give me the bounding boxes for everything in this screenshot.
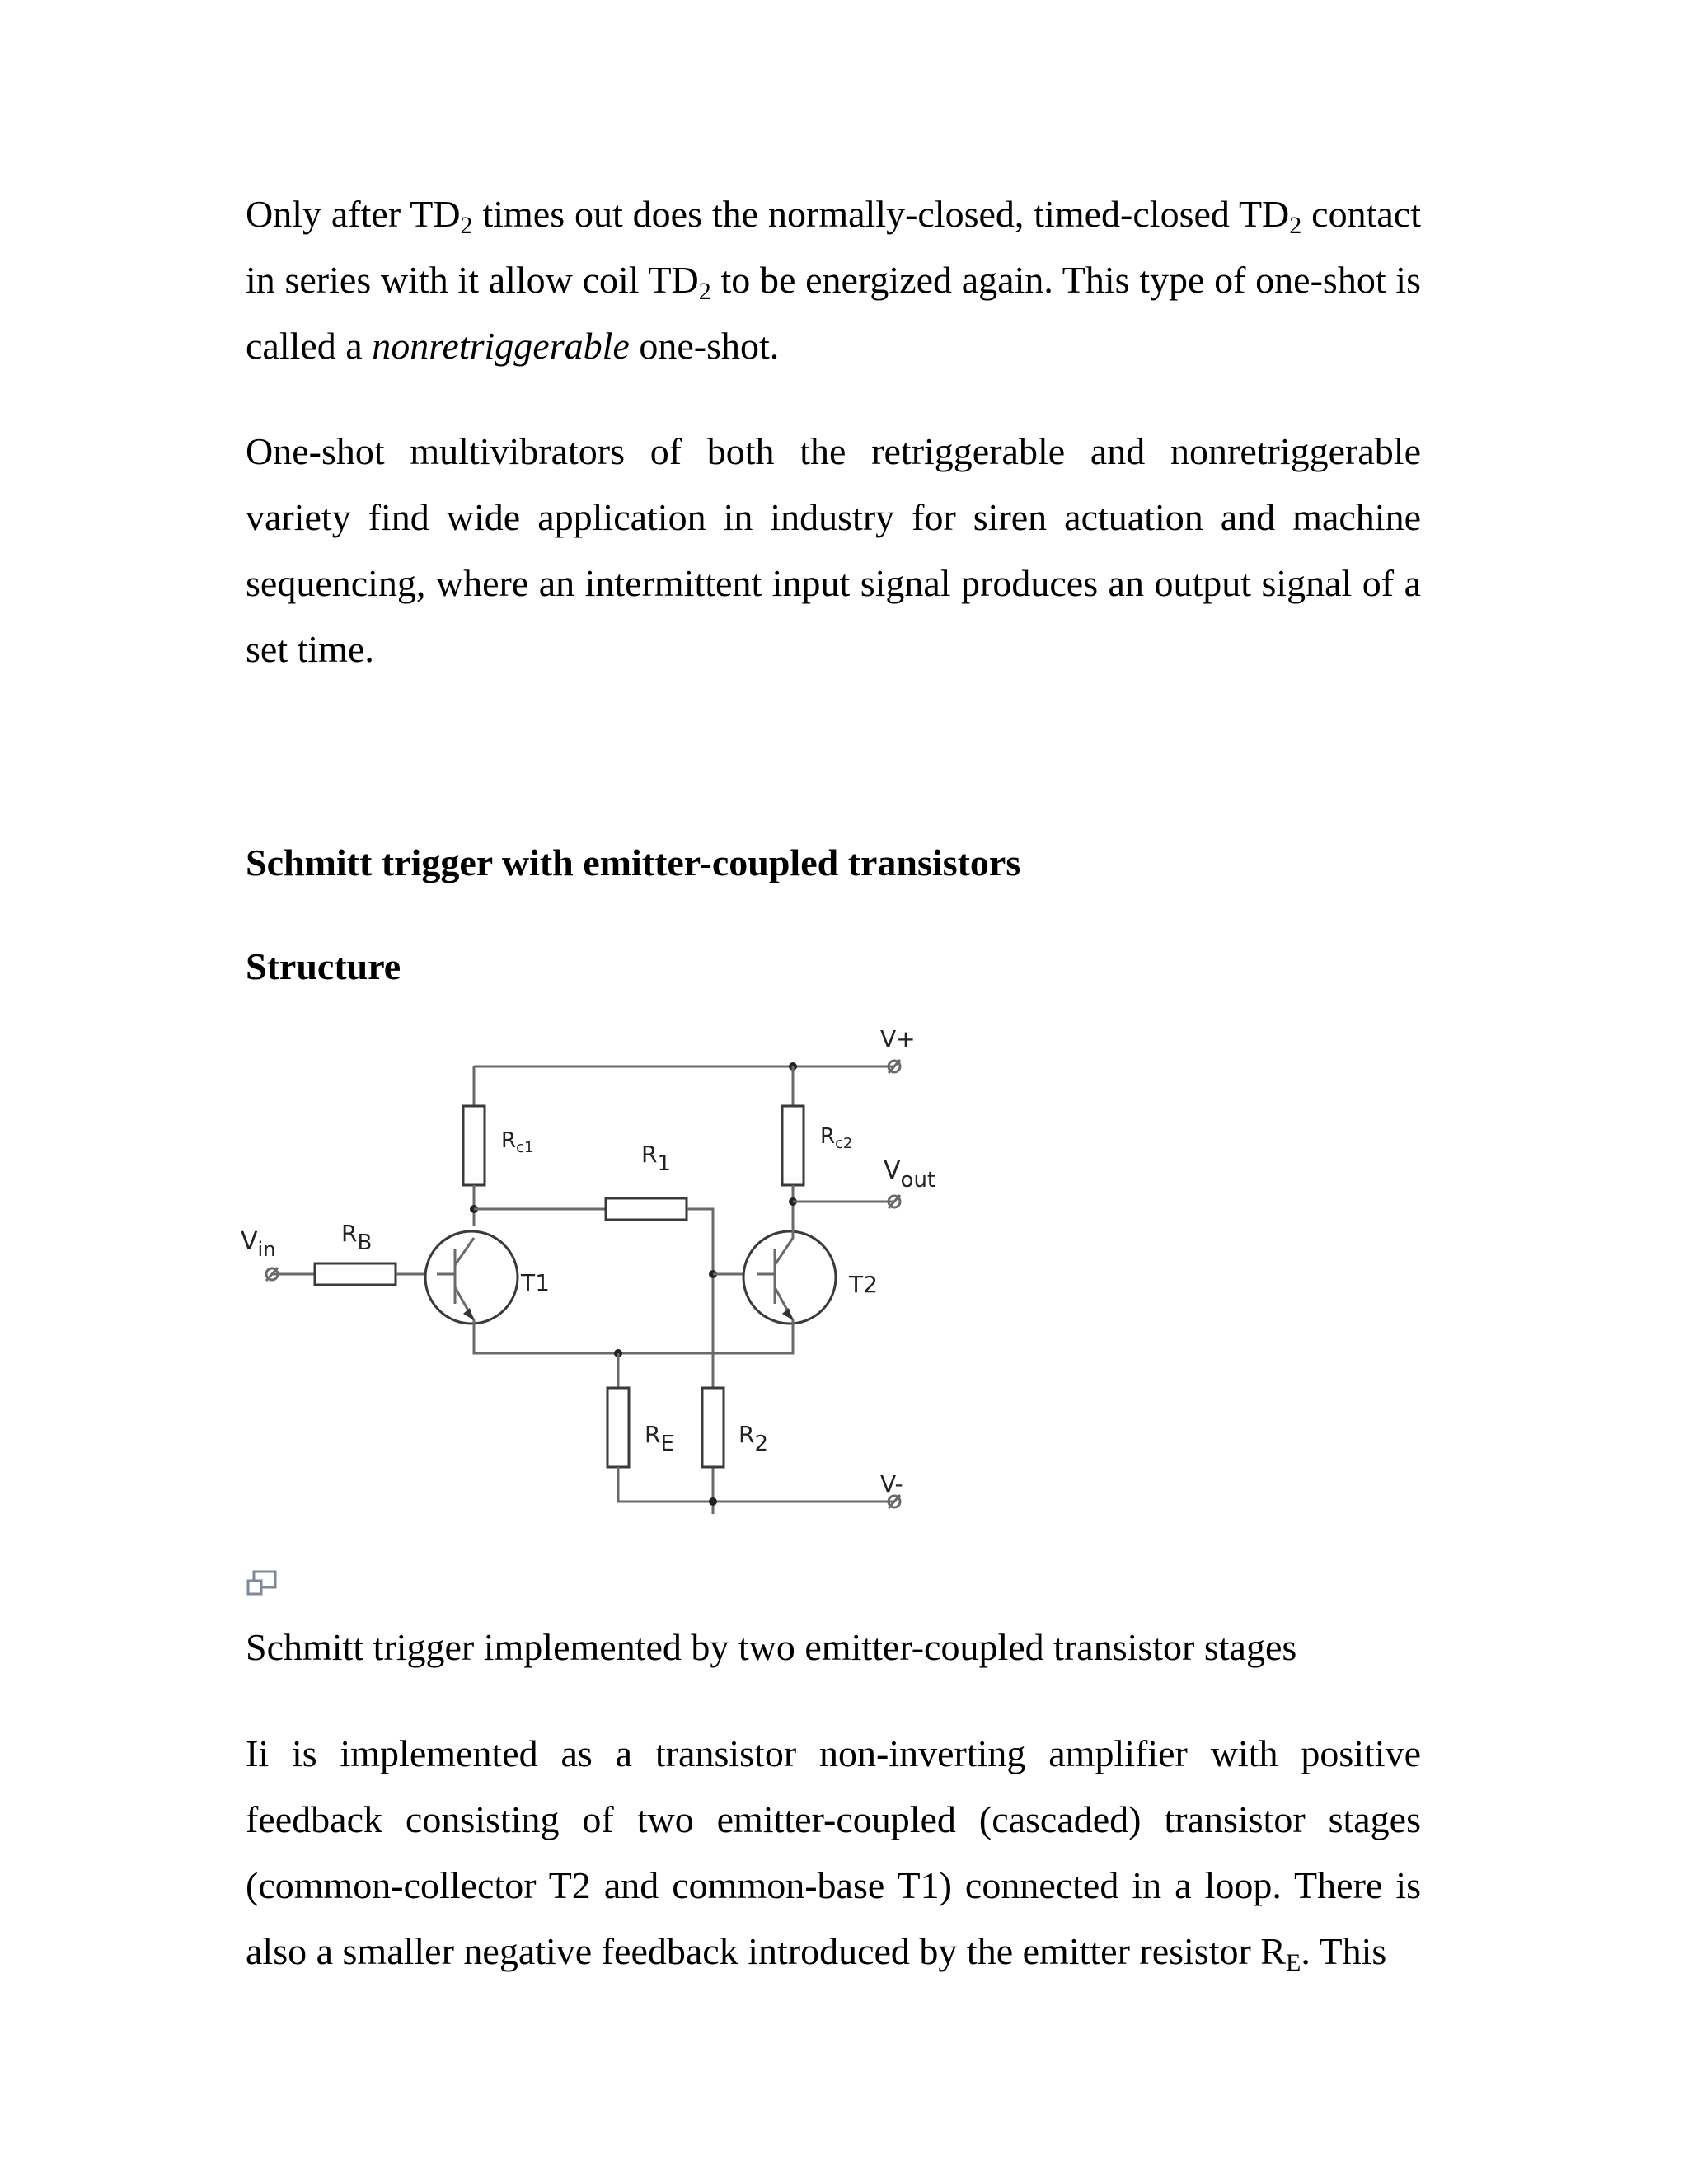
section-heading: Schmitt trigger with emitter-coupled transistors xyxy=(246,841,1021,883)
subsection-heading: Structure xyxy=(246,945,401,987)
p3-text-b: . This xyxy=(1301,1930,1387,1972)
rc1-label: $R_{c1}$ xyxy=(501,1128,534,1156)
p1-text-c: contact in series with it allow coil TD xyxy=(246,193,1421,301)
rc2-label: $R_{c2}$ xyxy=(820,1124,853,1152)
p1-emphasis: nonretriggerable xyxy=(372,325,630,367)
vminus-label: V- xyxy=(880,1470,903,1497)
r2-label: R2 xyxy=(738,1421,769,1456)
paragraph-3 xyxy=(246,1721,1421,1985)
image-placeholder-icon xyxy=(246,1569,279,1597)
paragraph-2: One-shot multivibrators of both the retriggerable and nonretriggerable variety find wide application in industry for siren actuation and machine sequencing, where an intermittent input signal produces an output signal of a set time. xyxy=(246,430,1421,670)
p3-sub: E xyxy=(1286,1949,1301,1976)
vout-label: Vout xyxy=(884,1156,936,1193)
t2-transistor-body xyxy=(743,1231,836,1324)
re-label: RE xyxy=(645,1421,674,1456)
p1-sub-1: 2 xyxy=(460,212,473,239)
p3-text-a: Ii is implemented as a transistor non-inverting amplifier with positive feedback consisting of two emitter-coupled (cascaded) transistor stages (common-collector T2 and common-base T1) connected in a loop. There is also a smaller negative feedback introduced by the emitter resistor R xyxy=(246,1732,1421,1972)
p1-text-d: to be energized again. This type of one-shot is called a xyxy=(246,259,1421,367)
p1-sub-2: 2 xyxy=(1289,212,1302,239)
rc1-resistor xyxy=(463,1106,485,1185)
bottom-rail-wire xyxy=(618,1467,894,1502)
r2-resistor xyxy=(702,1388,724,1467)
p1-text-e: one-shot. xyxy=(629,325,780,367)
paragraph-1 xyxy=(246,181,1421,379)
emitter-coupling-wire xyxy=(474,1338,793,1353)
p1-sub-3: 2 xyxy=(698,278,711,305)
vplus-label: V+ xyxy=(880,1025,916,1052)
schmitt-trigger-circuit-diagram xyxy=(239,1015,964,1543)
p1-text-b: times out does the normally-closed, timed-closed TD xyxy=(472,193,1290,235)
r1-resistor xyxy=(606,1198,687,1220)
p1-text-a: Only after TD xyxy=(246,193,461,235)
rb-label: RB xyxy=(341,1220,373,1255)
t1-transistor-body xyxy=(425,1231,518,1324)
rb-resistor xyxy=(315,1263,396,1285)
re-resistor xyxy=(607,1388,629,1467)
figure-caption: Schmitt trigger implemented by two emitter-coupled transistor stages xyxy=(246,1626,1297,1668)
vin-label: $V_{in}$ xyxy=(241,1227,276,1261)
rc2-resistor xyxy=(782,1106,804,1185)
r1-label: R1 xyxy=(641,1141,672,1176)
vminus-node xyxy=(709,1497,717,1506)
t2-label: T2 xyxy=(849,1271,878,1298)
t1-label: T1 xyxy=(521,1269,550,1296)
